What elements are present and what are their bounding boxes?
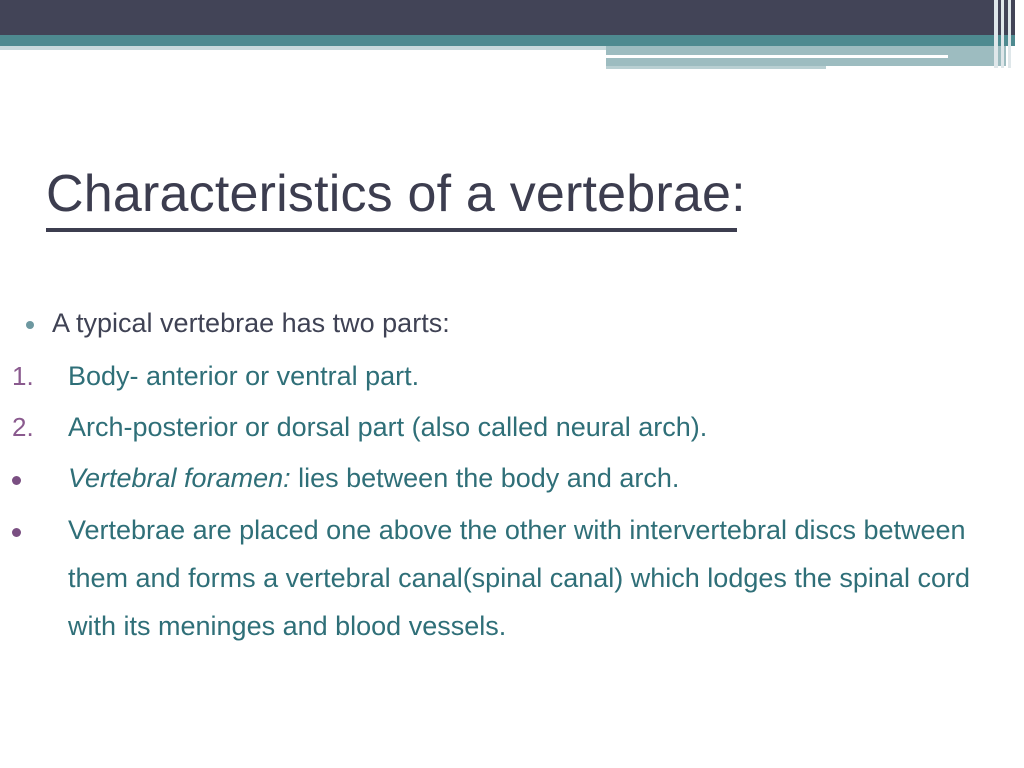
item-number: 2. (12, 412, 34, 442)
header-banner-line (606, 55, 948, 58)
canal-line: Vertebrae are placed one above the other with intervertebral discs between (68, 515, 966, 545)
bullet-dot-icon (12, 476, 21, 485)
slide-title: Characteristics of a vertebrae: (46, 165, 746, 223)
canal-line: them and forms a vertebral canal(spinal canal) which lodges the spinal cord (68, 563, 970, 593)
header-banner-teal (0, 35, 1024, 46)
item-text: Arch-posterior or dorsal part (also called neural arch). (68, 412, 708, 442)
canal-line: with its meninges and blood vessels. (68, 611, 507, 641)
header-edge-stripe (994, 0, 998, 68)
bullet-dot-icon (26, 321, 34, 329)
canal-bullet-text (68, 506, 970, 650)
foramen-description: lies between the body and arch. (290, 463, 680, 493)
header-banner-mist-left (0, 46, 606, 50)
foramen-bullet-text (68, 463, 679, 494)
foramen-term: Vertebral foramen: (68, 463, 291, 493)
header-edge-stripe (1015, 0, 1024, 68)
bullet-dot-icon (12, 528, 21, 537)
item-number: 1. (12, 361, 34, 391)
header-edge-stripe (1008, 0, 1011, 68)
header-banner-dark (0, 0, 1024, 35)
intro-bullet-text: A typical vertebrae has two parts: (52, 308, 450, 338)
title-underline (46, 228, 737, 232)
header-banner-step (606, 66, 826, 69)
header-edge-stripe (1001, 0, 1004, 68)
item-text: Body- anterior or ventral part. (68, 361, 420, 391)
